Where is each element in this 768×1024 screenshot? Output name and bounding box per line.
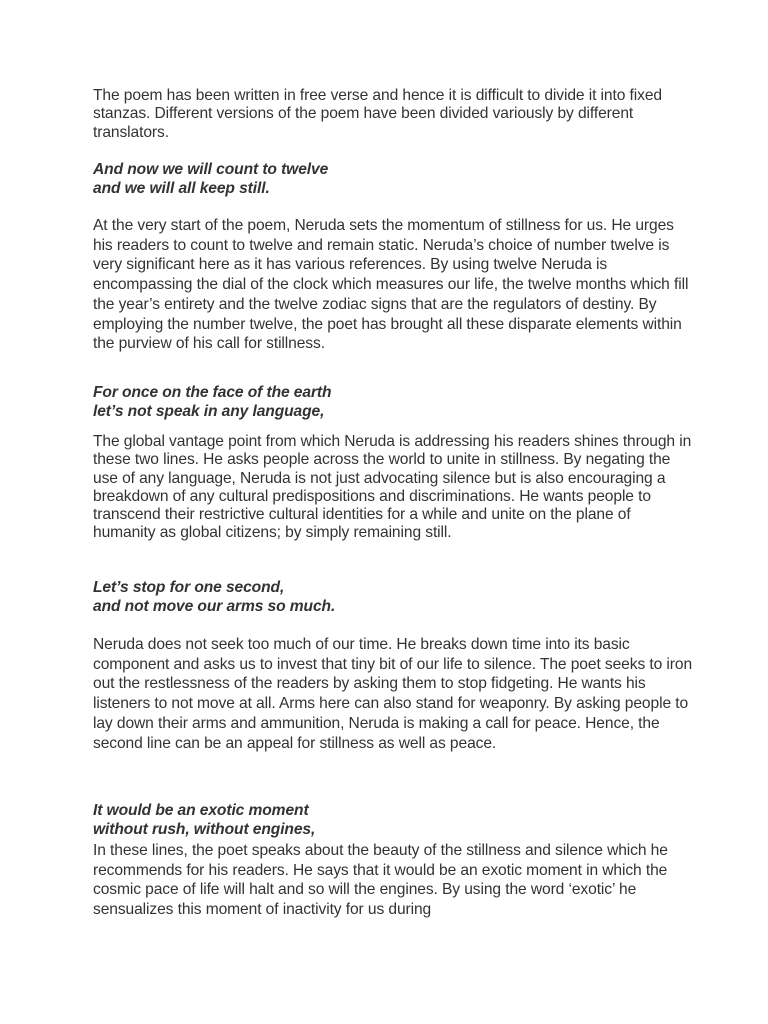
- verse-line: And now we will count to twelve: [93, 161, 329, 178]
- verse-stanza-2: [93, 383, 331, 421]
- verse-line: let’s not speak in any language,: [93, 403, 325, 420]
- verse-stanza-3: [93, 578, 335, 616]
- commentary-paragraph-1: At the very start of the poem, Neruda sets the momentum of stillness for us. He urges his readers to count to twelve and remain static. Neruda’s choice of number twelve is very significant here as it has various references. By using twelve Neruda is encompassing the dial of the clock which measures our life, the twelve months which fill the year’s entirety and the twelve zodiac signs that are the regulators of destiny. By employing the number twelve, the poet has brought all these disparate elements within the purview of his call for stillness.: [93, 217, 689, 353]
- verse-line: It would be an exotic moment: [93, 802, 309, 819]
- verse-stanza-1: [93, 160, 328, 198]
- verse-line: and we will all keep still.: [93, 180, 270, 197]
- commentary-paragraph-3: Neruda does not seek too much of our time. He breaks down time into its basic component and asks us to invest that tiny bit of our life to silence. The poet seeks to iron out the restlessness of the readers by asking them to stop fidgeting. He wants his listeners to not move at all. Arms here can also stand for weaponry. By asking people to lay down their arms and ammunition, Neruda is making a call for peace. Hence, the second line can be an appeal for stillness as well as peace.: [93, 636, 693, 752]
- commentary-paragraph-2: The global vantage point from which Neruda is addressing his readers shines through in these two lines. He asks people across the world to unite in stillness. By negating the use of any language, Neruda is not just advocating silence but is also encouraging a breakdown of any cultural predispositions and discriminations. He wants people to transcend their restrictive cultural identities for a while and unite on the plane of humanity as global citizens; by simply remaining still.: [93, 433, 692, 542]
- verse-line: Let’s stop for one second,: [93, 579, 285, 596]
- verse-stanza-4: [93, 801, 315, 839]
- verse-line: For once on the face of the earth: [93, 384, 332, 401]
- verse-line: without rush, without engines,: [93, 821, 316, 838]
- verse-line: and not move our arms so much.: [93, 598, 336, 615]
- commentary-paragraph-4: In these lines, the poet speaks about the beauty of the stillness and silence which he recommends for his readers. He says that it would be an exotic moment in which the cosmic pace of life will halt and so will the engines. By using the word ‘exotic’ he sensualizes this moment of inactivity for us during: [93, 842, 668, 918]
- intro-paragraph: The poem has been written in free verse and hence it is difficult to divide it into fixed stanzas. Different versions of the poem have been divided variously by different translators.: [93, 87, 662, 141]
